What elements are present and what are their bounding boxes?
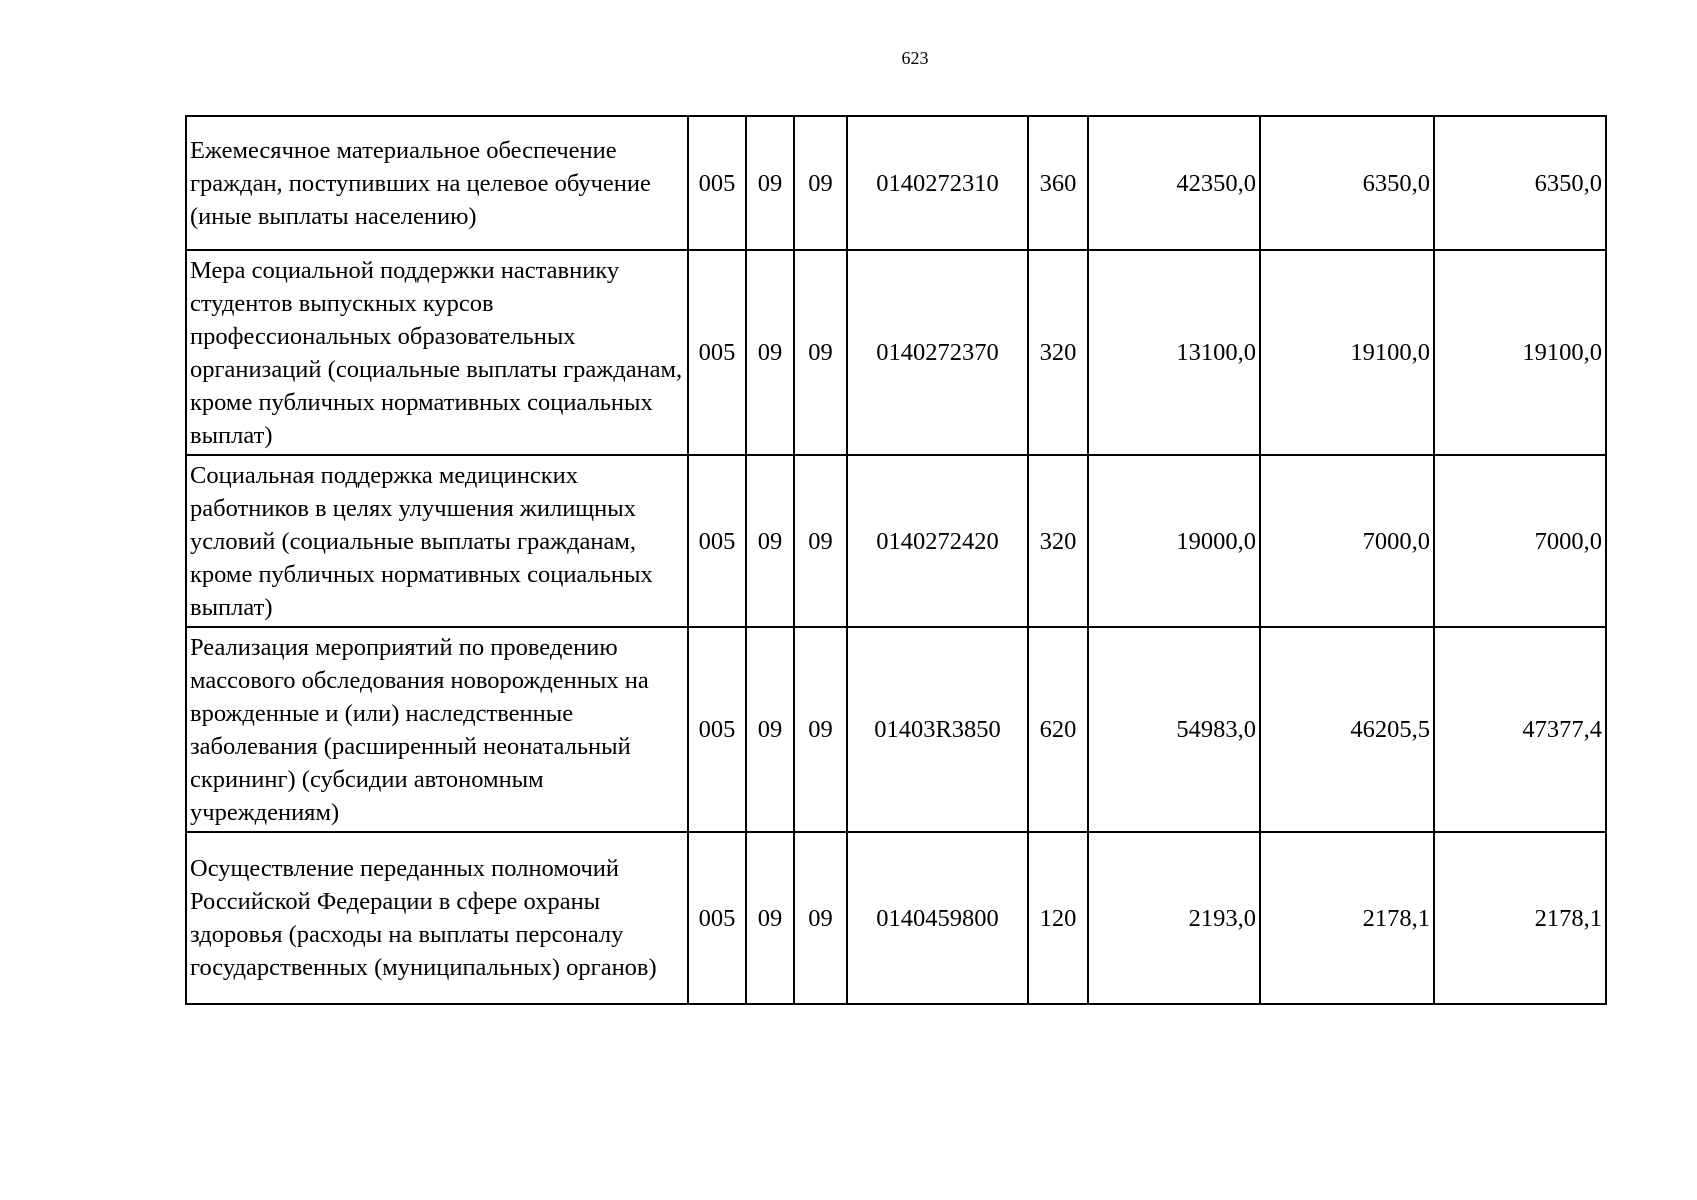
expense-type-code: 120 (1028, 832, 1088, 1004)
amount-year-3: 19100,0 (1434, 250, 1606, 455)
table-row (186, 250, 1606, 455)
ministry-code: 005 (688, 116, 746, 250)
amount-year-1: 54983,0 (1088, 627, 1260, 832)
expense-description: Осуществление переданных полномочий Российской Федерации в сфере охраны здоровья (расходы на выплаты персоналу государственных (муниципальных) органов) (186, 832, 688, 1004)
budget-table (185, 115, 1607, 1005)
section-code: 09 (746, 116, 794, 250)
target-article-code: 0140272310 (847, 116, 1028, 250)
page-number: 623 (901, 48, 929, 68)
amount-year-2: 7000,0 (1260, 455, 1434, 627)
amount-year-1: 13100,0 (1088, 250, 1260, 455)
amount-year-2: 19100,0 (1260, 250, 1434, 455)
subsection-code: 09 (794, 455, 847, 627)
subsection-code: 09 (794, 627, 847, 832)
table-row (186, 116, 1606, 250)
table-row (186, 832, 1606, 1004)
amount-year-1: 2193,0 (1088, 832, 1260, 1004)
target-article-code: 0140272420 (847, 455, 1028, 627)
target-article-code: 0140459800 (847, 832, 1028, 1004)
subsection-code: 09 (794, 116, 847, 250)
amount-year-1: 42350,0 (1088, 116, 1260, 250)
expense-type-code: 320 (1028, 250, 1088, 455)
expense-description: Социальная поддержка медицинских работников в целях улучшения жилищных условий (социальные выплаты гражданам, кроме публичных нормативных социальных выплат) (186, 455, 688, 627)
expense-description: Реализация мероприятий по проведению массового обследования новорожденных на врожденные и (или) наследственные заболевания (расширенный неонатальный скрининг) (субсидии автономным учреждениям) (186, 627, 688, 832)
amount-year-2: 2178,1 (1260, 832, 1434, 1004)
amount-year-2: 46205,5 (1260, 627, 1434, 832)
section-code: 09 (746, 627, 794, 832)
subsection-code: 09 (794, 832, 847, 1004)
expense-type-code: 320 (1028, 455, 1088, 627)
amount-year-3: 47377,4 (1434, 627, 1606, 832)
table-row (186, 455, 1606, 627)
ministry-code: 005 (688, 455, 746, 627)
ministry-code: 005 (688, 250, 746, 455)
table-row (186, 627, 1606, 832)
section-code: 09 (746, 250, 794, 455)
amount-year-2: 6350,0 (1260, 116, 1434, 250)
amount-year-3: 2178,1 (1434, 832, 1606, 1004)
expense-description: Ежемесячное материальное обеспечение граждан, поступивших на целевое обучение (иные выплаты населению) (186, 116, 688, 250)
expense-description: Мера социальной поддержки наставнику студентов выпускных курсов профессиональных образовательных организаций (социальные выплаты гражданам, кроме публичных нормативных социальных выплат) (186, 250, 688, 455)
target-article-code: 01403R3850 (847, 627, 1028, 832)
amount-year-3: 6350,0 (1434, 116, 1606, 250)
amount-year-1: 19000,0 (1088, 455, 1260, 627)
subsection-code: 09 (794, 250, 847, 455)
ministry-code: 005 (688, 627, 746, 832)
expense-type-code: 620 (1028, 627, 1088, 832)
section-code: 09 (746, 455, 794, 627)
ministry-code: 005 (688, 832, 746, 1004)
section-code: 09 (746, 832, 794, 1004)
amount-year-3: 7000,0 (1434, 455, 1606, 627)
expense-type-code: 360 (1028, 116, 1088, 250)
target-article-code: 0140272370 (847, 250, 1028, 455)
